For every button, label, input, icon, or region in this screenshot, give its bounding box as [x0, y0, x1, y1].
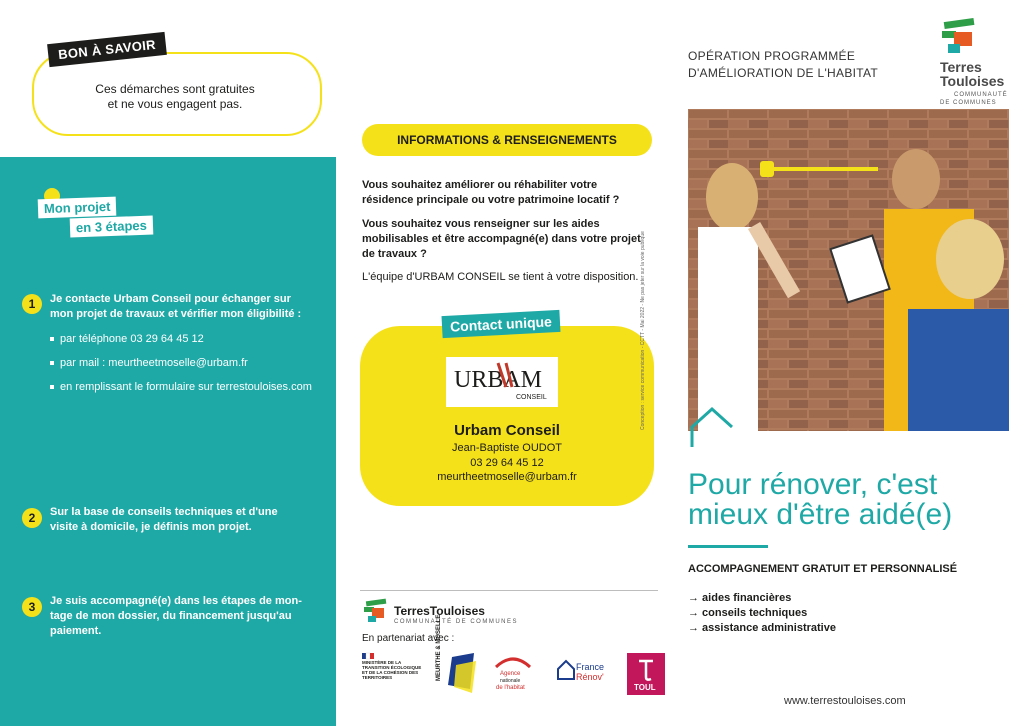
accompagnement-title: ACCOMPAGNEMENT GRATUIT ET PERSONNALISÉ: [688, 563, 958, 575]
headline-line-1: Pour rénover, c'est: [688, 468, 938, 501]
step-1-bullet-mail: [50, 357, 248, 369]
step-1-line-1: Je contacte Urbam Conseil pour échanger sur: [50, 293, 291, 305]
opah-title: [688, 48, 908, 82]
logo-wordmark: [940, 60, 1004, 88]
hero-photo: [688, 109, 1009, 431]
bon-a-savoir-text: [60, 82, 290, 112]
step-3-text: [50, 594, 320, 639]
step-1-number: 1: [22, 294, 42, 314]
benefit-item: → aides financières: [688, 592, 792, 604]
step-2-line-2: visite à domicile, je définis mon projet.: [50, 521, 252, 533]
partner-logo-france-renov: [554, 653, 616, 695]
partner-logo-ministere: [362, 653, 424, 695]
bullet-square-icon: [50, 385, 54, 389]
step-2-number: 2: [22, 508, 42, 528]
question-1-line-1: Vous souhaitez améliorer ou réhabiliter votre: [362, 179, 598, 191]
anah-line-2: nationale: [500, 678, 521, 684]
question-2-line-1: Vous souhaitez vous renseigner sur les aides: [362, 218, 600, 230]
separator-line: [360, 590, 658, 591]
website-link[interactable]: www.terrestouloises.com: [784, 695, 906, 707]
logo-line-2: Touloises: [940, 73, 1005, 89]
contact-phone[interactable]: 03 29 64 45 12: [470, 457, 544, 469]
bullet-square-icon: [50, 337, 54, 341]
urbam-logo-graphic: [446, 357, 558, 407]
partner-logo-anah: [490, 653, 536, 695]
terres-touloises-logo: [940, 18, 980, 58]
urbam-logo-wordmark: URBAM: [454, 367, 543, 393]
question-2-line-3: de travaux ?: [362, 248, 427, 260]
bullet-square-icon: [50, 361, 54, 365]
step-3-number: 3: [22, 597, 42, 617]
headline-line-2: mieux d'être aidé(e): [688, 498, 953, 531]
teal-rule: [688, 545, 768, 548]
house-outline-icon: [690, 405, 734, 449]
partner-label: En partenariat avec :: [362, 633, 455, 644]
france-renov-line-1: France: [576, 662, 605, 672]
france-renov-line-2: Rénov': [576, 672, 604, 682]
bullet-text: en remplissant le formulaire sur terrestouloises.com: [60, 381, 312, 393]
partner-logo-meurthe-moselle: [430, 614, 478, 695]
info-title: INFORMATIONS & RENSEIGNEMENTS: [362, 124, 652, 156]
step-2-text: [50, 505, 320, 535]
logo-sub-2: DE COMMUNES: [940, 100, 997, 106]
logo-line-1: Terres: [940, 59, 982, 75]
urbam-logo: [446, 357, 558, 407]
step-3-line-2: tage de mon dossier, du financement jusqu'au: [50, 610, 292, 622]
meurthe-text: MEURTHE & MOSELLE: [436, 614, 442, 681]
step-1-bullet-form: [50, 381, 312, 393]
step-2-line-1: Sur la base de conseils techniques et d'une: [50, 506, 278, 518]
urbam-logo-sub: CONSEIL: [516, 394, 547, 401]
bon-a-savoir-tag: BON À SAVOIR: [47, 32, 167, 67]
projet-title-line-2: en 3 étapes: [70, 216, 153, 238]
contact-name: Urbam Conseil: [454, 422, 560, 439]
question-2-line-2: mobilisables et être accompagné(e) dans votre projet: [362, 233, 641, 245]
toul-text: TOUL: [634, 683, 656, 692]
brand-name: TerresTouloises: [394, 604, 485, 618]
brand-sub: COMMUNAUTÉ DE COMMUNES: [394, 619, 518, 625]
left-teal-panel: [0, 157, 336, 726]
benefit-item: → conseils techniques: [688, 607, 808, 619]
bullet-mail-link[interactable]: par mail : meurtheetmoselle@urbam.fr: [60, 357, 248, 369]
logo-sub-1: COMMUNAUTÉ: [954, 92, 1008, 98]
projet-title-line-1: Mon projet: [38, 197, 117, 219]
bullet-text: par téléphone 03 29 64 45 12: [60, 333, 204, 345]
team-text: L'équipe d'URBAM CONSEIL se tient à votre disposition.: [362, 271, 639, 283]
question-2: [362, 217, 662, 262]
savoir-line-1: Ces démarches sont gratuites: [95, 82, 255, 96]
contact-email[interactable]: meurtheetmoselle@urbam.fr: [437, 471, 577, 483]
question-1-line-2: résidence principale ou votre patrimoine locatif ?: [362, 194, 620, 206]
step-1-line-2: mon projet de travaux et vérifier mon éligibilité :: [50, 308, 302, 320]
contact-person: Jean-Baptiste OUDOT: [451, 442, 563, 454]
benefit-item: → assistance administrative: [688, 622, 836, 634]
step-1-bullet-phone: [50, 333, 204, 345]
partner-logo-toul: [627, 653, 665, 695]
terres-touloises-logo-icon: [362, 598, 390, 626]
anah-line-3: de l'habitat: [496, 685, 525, 691]
ministere-text: MINISTÈRE DE LA TRANSITION ÉCOLOGIQUE ET DE LA COHÉSION DES TERRITOIRES: [362, 660, 422, 680]
anah-line-1: Agence: [500, 671, 521, 677]
step-3-line-1: Je suis accompagné(e) dans les étapes de mon-: [50, 595, 302, 607]
opah-line-2: D'AMÉLIORATION DE L'HABITAT: [688, 66, 879, 80]
contact-tag: Contact unique: [442, 310, 561, 338]
headline: [688, 470, 1018, 530]
opah-line-1: OPÉRATION PROGRAMMÉE: [688, 49, 856, 63]
logo-sub: [940, 91, 1008, 107]
step-3-line-3: paiement.: [50, 625, 102, 637]
step-1-text: [50, 292, 320, 322]
question-1: [362, 178, 662, 208]
legal-note: Conception : service communication - CCTT - Mai 2022 - Ne pas jeter sur la voie publique: [640, 231, 646, 430]
savoir-line-2: et ne vous engagent pas.: [107, 97, 243, 111]
